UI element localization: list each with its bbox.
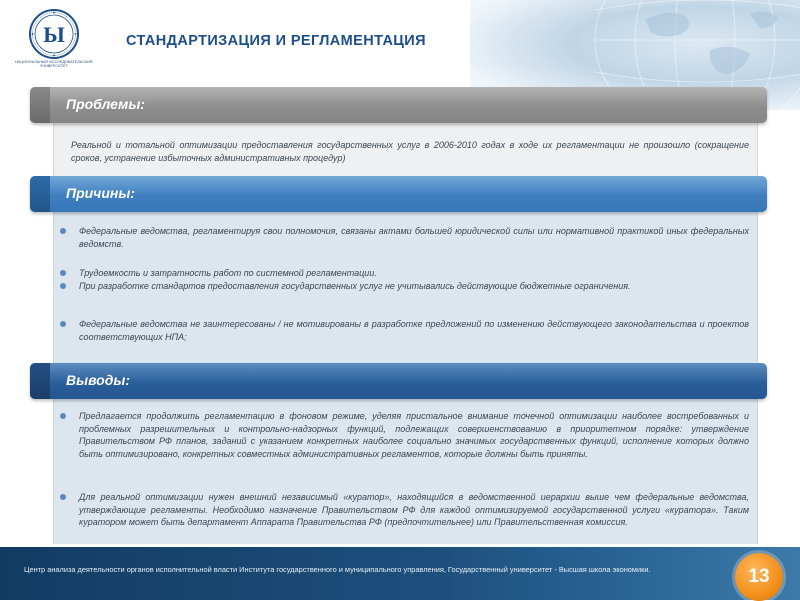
footer-bar	[0, 547, 800, 600]
page-number-badge: 13	[735, 553, 783, 601]
reasons-header-bar	[30, 176, 767, 212]
problems-text: Реальной и тотальной оптимизации предоставления государственных услуг в 2006-2010 годах в ходе их регламентации не произошло (сокращение сроков, устранение избыточных административных процедур)	[71, 140, 749, 163]
bar-cap	[30, 87, 50, 123]
bullet-icon	[60, 283, 66, 289]
bullet-icon	[60, 494, 66, 500]
bullet-icon	[60, 270, 66, 276]
problems-header-bar	[30, 87, 767, 123]
bullet-icon	[60, 321, 66, 327]
bullet-icon	[60, 228, 66, 234]
reasons-item: При разработке стандартов предоставления государственных услуг не учитывались действующие бюджетные ограничения.	[79, 281, 631, 291]
reasons-item: Трудоемкость и затратность работ по системной регламентации.	[79, 268, 377, 278]
bar-cap	[30, 363, 50, 399]
conclusions-item: Предлагается продолжить регламентацию в фоновом режиме, уделяя пристальное внимание точечной оптимизации наиболее востребованных и проблемных разрешительных и контрольно-надзорных функций, подлежащих совершенствованию в приоритетном порядке: утверждение Правительством РФ планов, заданий с указанием конкретных наиболее социально значимых государственных функций, исполнение которых должно быть оптимизировано, конкретных совместных административных регламентов, которые должны быть приняты.	[79, 411, 749, 459]
footer-text: Центр анализа деятельности органов исполнительной власти Института государственного и муниципального управления, Государственный университет - Высшая школа экономики.	[24, 565, 651, 574]
conclusions-heading: Выводы:	[66, 372, 130, 388]
reasons-item: Федеральные ведомства, регламентируя свои полномочия, связаны актами большей юридической силы или нормативной практикой иных федеральных ведомств.	[79, 226, 749, 249]
page-title: СТАНДАРТИЗАЦИЯ И РЕГЛАМЕНТАЦИЯ	[126, 33, 426, 49]
bullet-icon	[60, 413, 66, 419]
svg-text:Ы: Ы	[43, 22, 65, 47]
conclusions-header-bar	[30, 363, 767, 399]
problems-heading: Проблемы:	[66, 96, 145, 112]
reasons-item: Федеральные ведомства не заинтересованы / не мотивированы в разработке предложений по изменению действующего законодательства и проектов соответствующих НПА;	[79, 319, 749, 342]
bar-cap	[30, 176, 50, 212]
reasons-heading: Причины:	[66, 185, 135, 201]
logo-caption: НАЦИОНАЛЬНЫЙ ИССЛЕДОВАТЕЛЬСКИЙ УНИВЕРСИТЕТ	[15, 60, 93, 68]
conclusions-item: Для реальной оптимизации нужен внешний независимый «куратор», находящийся в ведомственной иерархии выше чем федеральные ведомства, утверждающие регламенты. Необходимо назначение Правительством РФ для каждой оптимизируемой государственной услуги «куратора». Таким куратором может быть департамент Аппарата Правительства РФ (предпочтительнее) или Правительственная комиссия.	[79, 492, 749, 527]
